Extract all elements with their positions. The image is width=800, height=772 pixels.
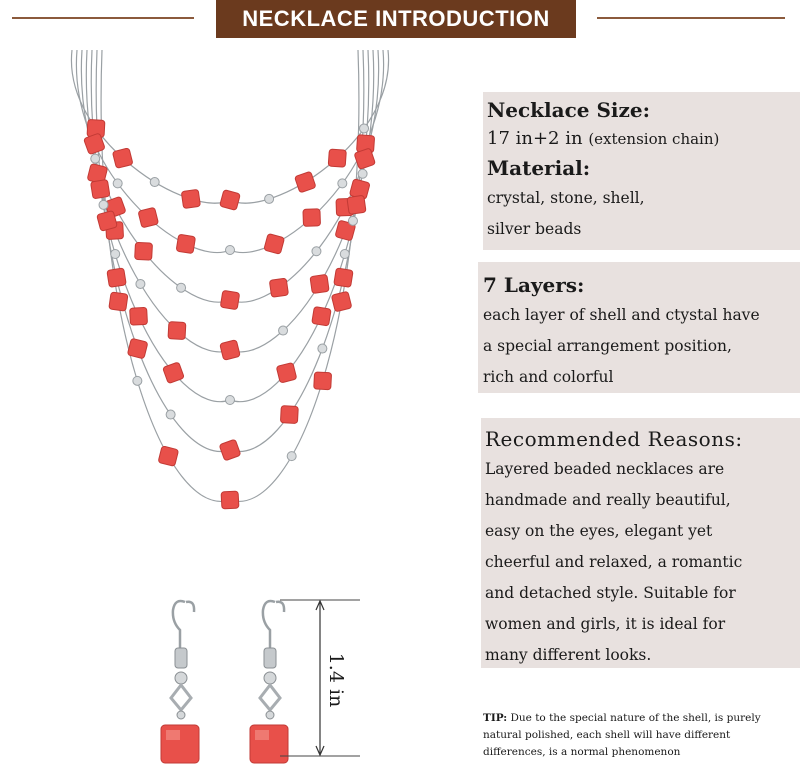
shell-bead [310,274,329,293]
shell-bead [127,338,148,359]
shell-bead [130,307,148,325]
silver-bead [360,124,369,133]
silver-bead [318,344,327,353]
size-material-panel [483,92,800,250]
header-title: NECKLACE INTRODUCTION [242,6,550,31]
silver-bead [111,249,120,258]
silver-bead [113,179,122,188]
shell-bead [312,307,331,326]
header-banner [216,0,576,38]
reasons-line: and detached style. Suitable for [485,584,736,602]
tip-label: TIP: [483,712,508,724]
necklace-wire [81,50,378,302]
reasons-line: Layered beaded necklaces are [485,460,725,478]
earrings-illustration [130,590,290,765]
reasons-line: cheerful and relaxed, a romantic [485,553,743,571]
silver-bead [91,154,100,163]
reasons-line: handmade and really beautiful, [485,491,731,509]
material-line: silver beads [487,220,582,238]
silver-bead [226,246,235,255]
shell-bead [294,171,316,193]
silver-bead [166,410,175,419]
shell-bead [109,292,128,311]
material-line: crystal, stone, shell, [487,189,645,207]
tip-text: Due to the special nature of the shell, is purely natural polished, each shell will have different differences, is a normal phenomenon [483,712,761,758]
header-rule-right [597,17,785,19]
layers-line: each layer of shell and ctystal have [483,306,760,324]
shell-bead [135,242,153,260]
silver-bead [225,396,234,405]
reasons-panel [481,418,800,668]
silver-bead [348,216,357,225]
silver-bead [358,169,367,178]
size-heading: Necklace Size: [487,98,650,122]
shell-bead [331,291,352,312]
earring-length-label: 1.4 in [325,652,347,708]
layers-heading: 7 Layers: [483,273,585,297]
shell-bead [158,446,179,467]
reasons-heading: Recommended Reasons: [485,427,743,451]
shell-bead [314,372,332,390]
shell-bead [220,190,241,211]
silver-bead [340,249,349,258]
material-heading: Material: [487,156,591,180]
silver-bead [287,452,296,461]
shell-bead [176,234,195,253]
necklace-illustration [40,50,420,550]
silver-bead [99,200,108,209]
header-rule-left [12,17,194,19]
shell-bead [269,278,288,297]
earring-left [161,601,199,763]
shell-bead [168,322,186,340]
silver-bead [136,279,145,288]
silver-bead [150,178,159,187]
size-note: (extension chain) [588,130,720,148]
shell-bead [334,268,353,287]
layers-line: rich and colorful [483,368,614,386]
shell-bead [220,290,239,309]
size-value-line [487,125,719,153]
shell-bead [264,234,285,255]
silver-bead [338,179,347,188]
shell-bead [328,149,346,167]
shell-bead [220,340,241,361]
reasons-line: many different looks. [485,646,652,664]
shell-bead [97,210,118,231]
size-value: 17 in+2 in [487,128,583,149]
silver-bead [133,376,142,385]
shell-bead [280,406,298,424]
shell-bead [91,179,110,198]
reasons-line: easy on the eyes, elegant yet [485,522,713,540]
shell-bead [221,491,239,509]
shell-bead [112,148,133,169]
layers-line: a special arrangement position, [483,337,732,355]
shell-bead [107,268,126,287]
silver-bead [279,326,288,335]
layers-panel [478,262,800,393]
silver-bead [265,194,274,203]
shell-bead [276,362,297,383]
shell-bead [303,209,321,227]
shell-bead [181,189,200,208]
silver-bead [177,283,186,292]
shell-bead [347,195,366,214]
shell-bead [219,439,241,461]
silver-bead [312,247,321,256]
reasons-line: women and girls, it is ideal for [485,615,726,633]
shell-bead [138,207,159,228]
tip-note [483,710,783,761]
